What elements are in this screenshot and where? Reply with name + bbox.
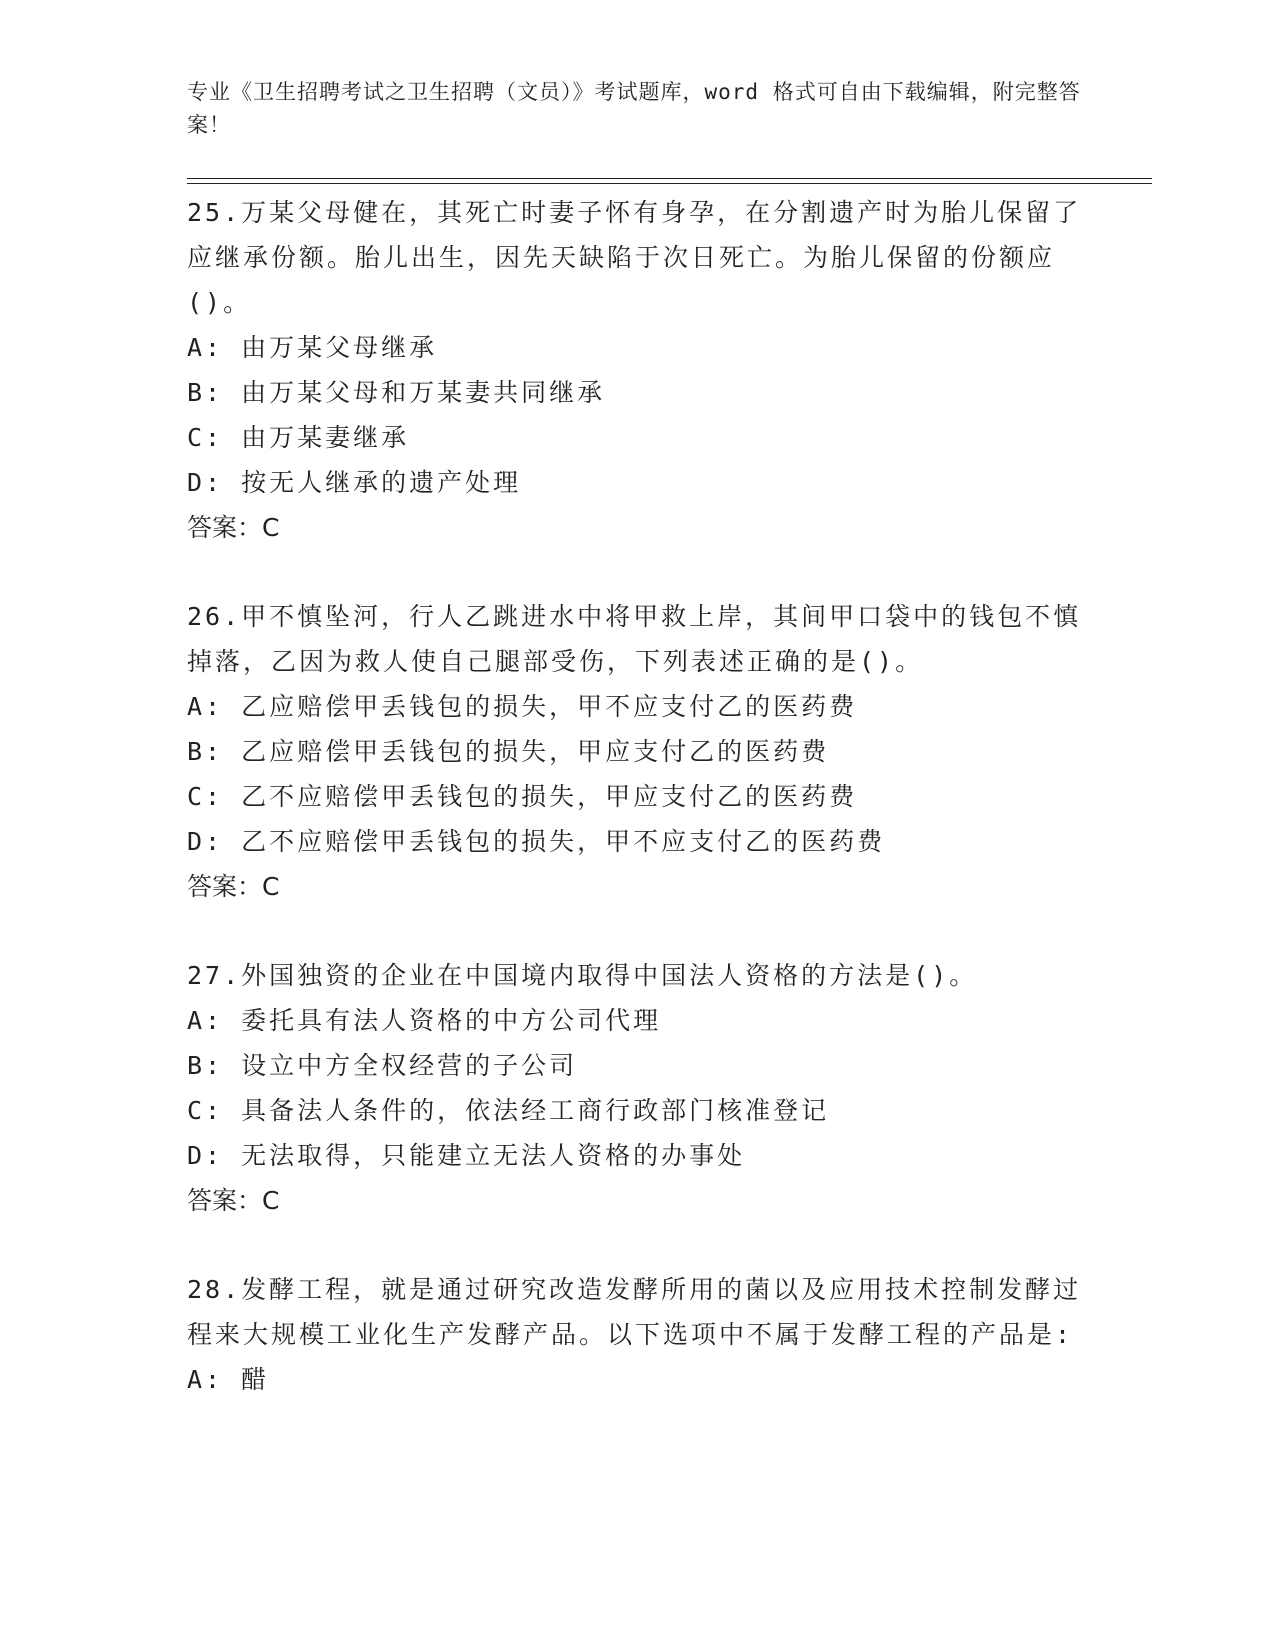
answer: 答案：C	[187, 1186, 280, 1215]
option-a: A: 由万某父母继承	[187, 333, 438, 362]
question-stem: 27.外国独资的企业在中国境内取得中国法人资格的方法是()。	[187, 961, 978, 990]
option-d: D: 乙不应赔偿甲丢钱包的损失，甲不应支付乙的医药费	[187, 827, 886, 856]
header-rule-top	[187, 178, 1152, 179]
question-27	[187, 953, 1087, 1223]
question-stem: 25.万某父母健在，其死亡时妻子怀有身孕，在分割遗产时为胎儿保留了应继承份额。胎儿出生，因先天缺陷于次日死亡。为胎儿保留的份额应()。	[187, 198, 1082, 317]
option-d: D: 按无人继承的遗产处理	[187, 468, 522, 497]
question-stem: 26.甲不慎坠河，行人乙跳进水中将甲救上岸，其间甲口袋中的钱包不慎掉落，乙因为救人使自己腿部受伤，下列表述正确的是()。	[187, 602, 1082, 676]
document-header: 专业《卫生招聘考试之卫生招聘（文员）》考试题库，word 格式可自由下载编辑，附完整答案！	[187, 80, 1081, 137]
answer: 答案：C	[187, 513, 280, 542]
option-c: C: 由万某妻继承	[187, 423, 410, 452]
question-25	[187, 190, 1087, 550]
option-d: D: 无法取得，只能建立无法人资格的办事处	[187, 1141, 746, 1170]
question-26	[187, 594, 1087, 909]
option-b: B: 乙应赔偿甲丢钱包的损失，甲应支付乙的医药费	[187, 737, 830, 766]
option-b: B: 设立中方全权经营的子公司	[187, 1051, 578, 1080]
option-a: A: 乙应赔偿甲丢钱包的损失，甲不应支付乙的医药费	[187, 692, 858, 721]
answer: 答案：C	[187, 872, 280, 901]
option-b: B: 由万某父母和万某妻共同继承	[187, 378, 606, 407]
option-a: A: 醋	[187, 1365, 270, 1394]
option-a: A: 委托具有法人资格的中方公司代理	[187, 1006, 662, 1035]
question-list	[187, 190, 1087, 1446]
header-rule-bottom	[187, 183, 1152, 184]
question-28	[187, 1267, 1087, 1402]
question-stem: 28.发酵工程，就是通过研究改造发酵所用的菌以及应用技术控制发酵过程来大规模工业化生产发酵产品。以下选项中不属于发酵工程的产品是:	[187, 1275, 1082, 1349]
option-c: C: 具备法人条件的，依法经工商行政部门核准登记	[187, 1096, 830, 1125]
option-c: C: 乙不应赔偿甲丢钱包的损失，甲应支付乙的医药费	[187, 782, 858, 811]
